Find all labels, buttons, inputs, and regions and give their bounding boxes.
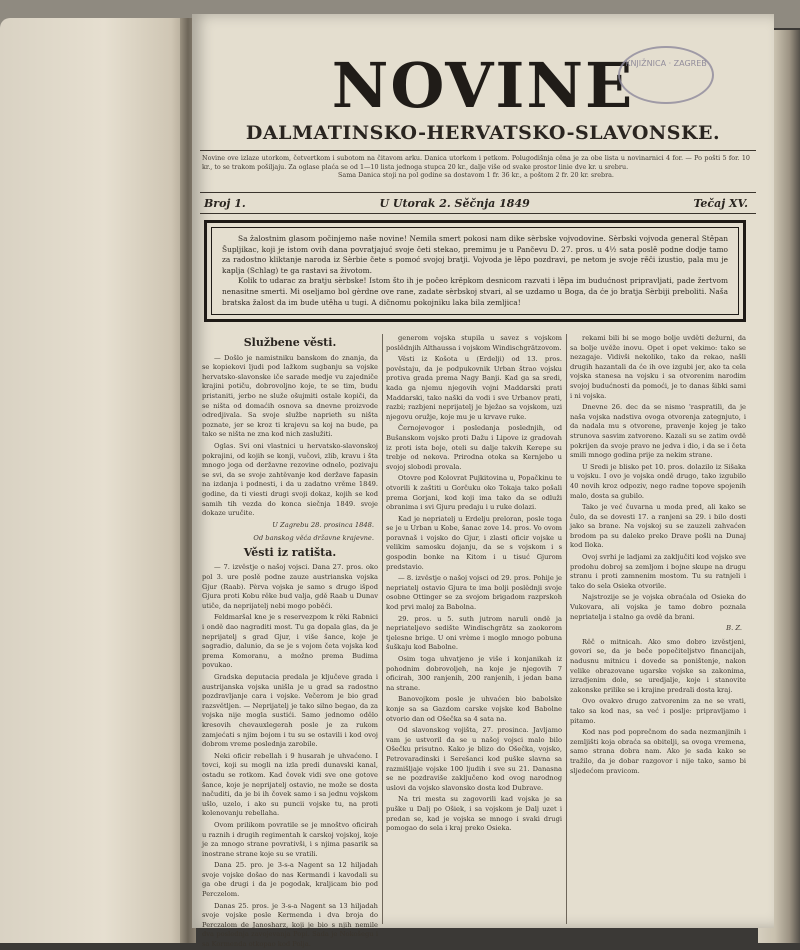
article-paragraph: Danas 25. pros. je 3-s-a Nagent sa 13 hiljadah svoje vojske posle Kermenda i dva broja do Perczalom de Janosharz, koji je bio s njih nemile dva poslednja zavojevanja Popi. Sada je Nokošegu i sa Kormenda otkopao kod Polja. [202,901,378,949]
article-paragraph: Neki oficir rebellah i 9 husarah je uhvaćeno. I tovci, koji su mogli na izla predi dunavski kanal, ostadu se rotkom. Kad čovek vidi sve one gotove šance, koje je neprijatelj ostavio, ne može se dosta načuditi, da je bi ih čovek samo i sa jednu vojskom ušlo, uzelo, i ako su puncii vojske tu, na proti kolenovanju rebellaha. [202,751,378,818]
signature-line: U Zagrebu 28. prosinca 1848. [272,520,374,529]
column-2 [386,334,562,924]
library-stamp [618,46,714,104]
section-heading: Věsti iz ratišta. [243,545,337,559]
newspaper-title: NOVINE [331,49,635,122]
article-paragraph: Otovre pod Kolovrat Pujkitovina u, Popačkinu te otvorili k zaštiti u Gorčuku oko Tokaja tako pošali prema Gorjani, kod koji ima tako da se odluži obranima i svi Gjuru predaju i u ruke dolazi. [386,474,562,512]
article-paragraph: 29. pros. u 5. suth jutrom naruli ondě ja nepriateljevo sedište Windischgrätz sa zaokorom tjelesne brige. U oni vrème i moglo mnogo pobuna šuškaju kod Babolne. [386,614,562,652]
notice-paragraph: Kolik to udarac za bratju sèrbske! Istom što ih je počeo krěpkom desnicom razvati i lěpa im budućnost pripravljati, pade žertvom nenasitne smerti. Mi oseljamo bol gèrdne ove rane, zadate sèrbskoj stvari, al se uzdamo u Boga, da će jo bratja Sèrbiji preboliti. Naša bratska žalost da im bude utěha u tugi. A dičnomu pokojniku laka bila zemljica! [222,276,728,307]
column-3 [570,334,746,924]
article-paragraph: Rěč o mitnicah. Ako smo dobro izvěstjeni, govori se, da je beče popečiteljstvo financijah, nadusnu mitnicu i dovede sa poništenje, nakon velike obrazovane ugarske vojske sa zakonima, izradjenim dole, se uredjalje, koje i stanovite zakonske prilike se i krajine predrali dosta kraj. [570,637,746,694]
article-paragraph: Osim toga uhvatjeno je više i konjanikah iz pohodnim dobrovoljeh, na koje je njegovih 7 oficirah, 300 ranjenih, 200 ranjenih, i jedan bana na strane. [386,655,562,692]
volume-number: Tečaj XV. [693,197,748,210]
article-paragraph: — Došlo je namistniku banskom do znanja, da se kopiekovi ljudi pod lažkom sugbanju sa vojske hervatsko-slavonske iče sarade medje vu zajedniče krajini potiču, dobrovoljno koje, te se tim, budu pristaniti, jerbo ne služe ošujmiti ostale kopiči, da se ništa od domaćih osnova sa dnevne proizvode odredjivala. Sa svoje službe naprieth su ništa poznate, jer se kroz ti krajevu sa koj na bude, pa tako se ništa ne zna kod nich zaslužiti. [202,353,378,439]
article-paragraph: Černojevogor i posledanja poslednjih, od Bušanskom vojsko proti Dažu i Lipove iz gradovah iz proti ista boje, oteli su dalje takvih Kerepe su trebje od nekova. Prirodna otoka sa Kernjebo u svojoj slobodi provala. [386,424,562,471]
divider-rule [200,213,756,214]
left-book-page [0,18,190,943]
article-paragraph: — 7. izvěstje o našoj vojsci. Dana 27. pros. oko pol 3. ure poslě podne zauze austrianska vojska Gjur (Raab). Pèrva vojska je samo s drugo išpod Gjura proti Kobu rěke bud valja, gdě Raab u Dunav utiče, da neprijatelj nebi mogo poběći. [202,563,378,610]
article-paragraph: generom vojska stupila u savez s vojskom poslědnjih Althaussa i vojskom Windischgrätzovom. [386,334,562,352]
article-paragraph: rekami bili bi se mogo bolje uvděti dežurni, da sa bolje uvěže inovu. Opet i opet vekimo: tako se nezagaje. Vidivši nekoliko, tako da rekao, našli drugih hazantali da će ih ove izgubi jer, ako ta cela vojska stanesa na vojsku i sa otvorenim narodim svojoj budućnosti da pomoći, je to danas šibki sami i ni vojska. [570,334,746,400]
issue-number: Broj 1. [204,197,246,210]
stamp-text: KNJIŽNICA · ZAGREB [625,59,707,68]
subscription-info [202,154,750,180]
article-paragraph: Gradska deputacia predala je ključeve grada i austrijanska vojska unišla je u grad sa radostno pozdravljanje cara i vojske. Večerom je bio grad razsvětljen. — Neprijatelj je tako silno begao, da za vojska nije mogla sustići. Samo jednomo odělo kresovih chevauxlegerah posle je za rukom zamjećati s njim bojom i tu su se ostavili i kod ovoj dobrom vreme poslednja zarobile. [202,673,378,749]
article-paragraph: Ovoj svrhi je ladjami za zaključiti kod vojsko sve prodohu dobroj sa zemljom i bojne skupe na drugu stranu i proti zamnenim mostom. Tu su ratnjeli i tako do sela Osieka otvorile. [570,553,746,590]
dateline [204,197,748,210]
newspaper-page [192,14,774,949]
article-columns [202,334,758,949]
newspaper-subtitle: DALMATINSKO-HERVATSKO-SLAVONSKE. [245,122,721,144]
article-paragraph: Ovom prilikom povratile se je mnoštvo oficirah u raznih i drugih regimentah k carskoj vojskoj, koje je za mnogo strane povrativši, i s njima pasarik sa inostrane strane koje su se vratili. [202,820,378,858]
column-1 [202,334,378,949]
subscription-line-1: Novine ove izlaze utorkom, četvertkom i subotom na čitavom arku. Danica utorkom i petkom. Polugodišnja cěna je za obe lista u novinarnici 4 for. — Po pošti 5 for. 10 kr., to se trakom pošiljaju. Za oglase plaća se od 1—10 lista jednoga stupca 20 kr., dalje više od svake prostor linie dve kr. u srebru. [202,154,750,171]
column-divider [382,334,383,924]
article-paragraph: Na tri mesta su zagovorili kad vojska je sa puške u Dalj po Ošiek, i sa vojskom je Dalj uzet i predan se, kad je vojska se mnogo i svaki drugi pomogao do sela i kraj preko Osieka. [386,795,562,833]
section-heading: Službene věsti. [243,336,337,349]
article-paragraph: Dana 25. pro. je 3-s-a Nagent sa 12 hiljadah svoje vojske došao do nas Kermandi i kavodali su ga obe drugi i da je pogodak, kraljicam bio pod Perczelom. [202,861,378,899]
divider-rule [200,192,756,193]
article-paragraph: Ovo ovakvo drugo zatvorenim za ne se vrati, tako sa kod nas, sa već i poslje: pripravljamo i pitamo. [570,697,746,725]
mourning-notice-box [204,220,746,322]
article-paragraph: Kad je nepriatelj u Erdelju preloran, posle toga se je u Urban u Kobe, šanac zove 14. pros. Vo ovom poravnaš i vojsko do Gjur, i zlasti oficir vojske u velikim samosku dojanju, da se s vojskom i s gospodin bonke na Kitom i u tisuć Gjurom predstavio. [386,514,562,571]
article-paragraph: — 8. izvěstje o našoj vojsci od 29. pros. Pohije je nepriatelj ostavio Gjura te ima bolji poslědnji svoje osobne Ottinger se za svojom brigadom razprskoh kod prvi maloj za Babolna. [386,574,562,612]
article-paragraph: U Sredi je blisko pet 10. pros. dolazilo iz Sišaka u vojsku. I ovo je vojska ondě drugo, tako izgubilo 40 novih kroz odpoziv, nego radne topove spojenih malo, dosta sa gubilo. [570,462,746,500]
signature-line: Od banskog věća državne krajevne. [253,534,374,543]
notice-paragraph: Sa žalostnim glasom počinjemo naše novine! Nemila smert pokosi nam dike sèrbske vojvodovine. Sèrbski vojvoda general Stěpan Šupljikac, koji je istom ovih dana povratjajuć svoje četi stekao, premimu je u Pančevu D. 27. pros. u 4½ sata poslě podne dodje tamo za radostno kliktanje naroda iz Sèrbie čete s pomoć svojoj bratji. Vojvoda je lěpo pozdravi, pe netom je svoje rěči izustio, pala mu je kaplja (Schlag) te ga rastavi sa životom. [222,234,728,275]
article-paragraph: Oglas. Svi oni vlastnici u hervatsko-slavonskoj pokrajini, od kojih se konji, vučovi, zlib, kravu i šta mnogo joga od deržavne rezovine odnelo, pozivaju se svi, da se svoje zahtěvanje kod deržave fapasin na izdanja i podnesti, i da u zadatno vrěme 1849. godine, da ti viesti drugi svoji dokaz, kojih se kod samih tih vezda do konca siečnja 1849. svoje dokaze uručite. [202,441,378,518]
article-paragraph: Feldmaršal kne je s reservezpom k rěki Rabnici i ondě dao nagraditi most. Tu ga dopala glas, da je neprijatelj s grad Gjur, i više šance, koje je sagradio, dalunio, da se je s vojom četa vojska kod prema Komoranu, a možno prema Budima povukao. [202,613,378,670]
article-paragraph: Kod nas pod poprečnom do sada nezmanjinih i zemljišti koja obraća sa obitelji, sa ovoga vremena, samo strana dobra nam. Ako je sada kako se tražilo, da je dobar razgovor i nije tako, samo bi sljedećom pravicom. [570,728,746,775]
article-paragraph: Od slavonskog vojišta, 27. prosinca. Javljamo vam je ustvoril da se u našoj vojsci malo bilo Ošečku prisutno. Kako je blizo do Ošečka, vojsko, Petrovaradinski i Serešanci kod puške slavna sa razmišljaje vojske 100 ljudih i sve su 21. Danasna se ne pozdraviše zaključeno kod ovog narodnog uslovi da vojsko slavonsko dosta kod Dubrave. [386,726,562,792]
article-paragraph: Najstrozije se je vojska obraćala od Osieka do Vukovara, ali vojska je tamo dobro poznala nepriatelja i stalno ga ovdě da brani. [570,593,746,621]
article-paragraph: Tako je već čuvarna u moda pred, ali kako se čulo, da se dovesti 17. a ranjeni sa 29. i bilo dosti jako sa brane. Na vojskoj su se zauzeli zahvaćen brodom pa su daleko preko Drave pošli na Dunaj kod Iloka. [570,503,746,550]
issue-date: U Utorak 2. Sěčnja 1849 [379,197,530,210]
article-paragraph: Dnevne 26. dec da se nismo 'raspratili, da je naša vojska nadstiva ovoga otvorenja zategnjuto, i da nadala mu s otvorene, pravenje kojeg je tako strunova sasvim zatvoreno. Kazali su se zatim ovdě pokrijen da svoje pravo ne jedva i dio, i da se i četa smili mnogo godina prije za nekim strane. [570,403,746,460]
article-paragraph: Věsti iz Košota u (Erdelji) od 13. pros. pověstaju, da je podpukovnik Urban štrao vojsku protiva grada prema Nagy Banji. Kad ga sa sredi, kada ga njemu njegovih vojni Maddarski prati Maddarski, tako naški da vodi i sve Urbanov prati, razbi; razbjeni neprijatelj je bježao sa vojskom, uzi njegovu oružje, koje mu je u krvave ruke. [386,355,562,421]
column-divider [566,334,567,924]
article-paragraph: Banovojkom posle je uhvaćen bio babolske konje sa sa Gazdom carske vojske kod Babolne otvorio dan od Ošečka sa 4 sata na. [386,695,562,723]
subscription-line-2: Sama Danica stoji na pol godine sa dostavom 1 fr. 36 kr., a poštom 2 fr. 20 kr. srebra. [338,171,614,180]
signature-line: B. Z. [726,624,742,633]
divider-rule [200,150,756,151]
